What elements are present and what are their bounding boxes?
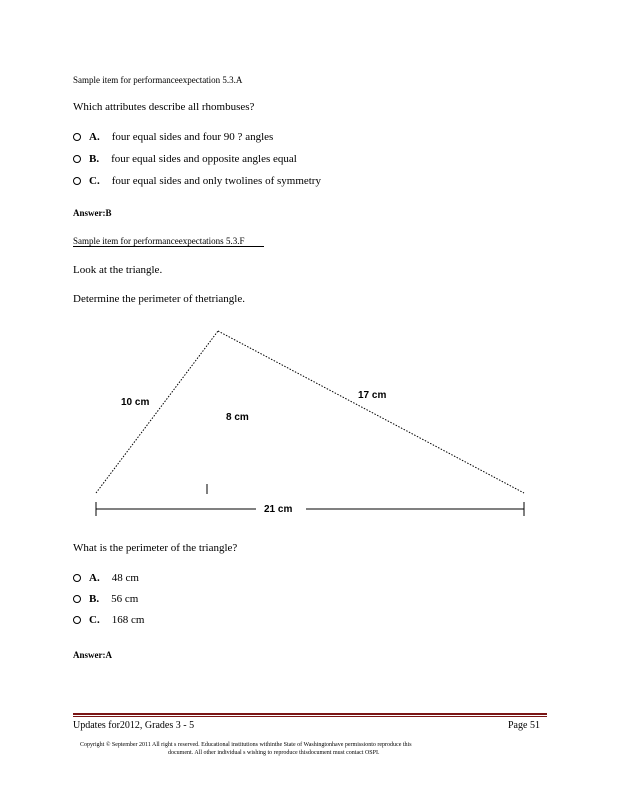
left-side-label: 10 cm <box>121 397 150 408</box>
base-dimension <box>96 502 524 516</box>
item2-option-a[interactable] <box>73 572 139 584</box>
footer-left: Updates for2012, Grades 3 - 5 <box>73 720 195 731</box>
left-side-line <box>96 331 218 493</box>
footer-rule-thick <box>73 713 547 715</box>
copyright-line-1: Copyright © September 2011 All right s reserved. Educational institutions withinthe State of Washingtonhave permissionto reproduce this <box>80 742 412 748</box>
radio-circle-icon[interactable] <box>73 574 81 582</box>
item2-option-b[interactable] <box>73 593 138 605</box>
option-text: four equal sides and opposite angles equal <box>111 153 297 165</box>
footer-page-number: Page 51 <box>508 720 540 731</box>
item2-answer: Answer:A <box>73 650 112 660</box>
item2-prompt-determine: Determine the perimeter of thetriangle. <box>73 293 245 305</box>
footer-rule-thin <box>73 716 547 717</box>
option-text: 168 cm <box>111 614 145 626</box>
height-label: 8 cm <box>226 412 249 423</box>
item1-answer: Answer:B <box>73 208 112 218</box>
radio-circle-icon[interactable] <box>73 595 81 603</box>
option-text: 48 cm <box>111 572 139 584</box>
option-text: four equal sides and four 90 ? angles <box>111 131 274 143</box>
right-side-label: 17 cm <box>358 390 387 401</box>
option-text: 56 cm <box>111 593 139 605</box>
item1-question: Which attributes describe all rhombuses? <box>73 101 255 113</box>
item2-option-c[interactable] <box>73 614 144 626</box>
radio-circle-icon[interactable] <box>73 616 81 624</box>
option-letter: B. <box>89 593 100 605</box>
copyright-line-2: document. All other individual s wishing to reproduce thisdocument must contact OSPI. <box>168 750 380 756</box>
item2-prompt-look: Look at the triangle. <box>73 264 163 276</box>
option-letter: B. <box>89 153 100 165</box>
option-text: four equal sides and only twolines of symmetry <box>111 175 321 187</box>
item2-question: What is the perimeter of the triangle? <box>73 542 238 554</box>
item2-header: Sample item for performanceexpectations 5.3.F <box>73 236 264 247</box>
option-letter: A. <box>89 131 100 143</box>
base-label: 21 cm <box>264 504 293 515</box>
option-letter: A. <box>89 572 100 584</box>
option-letter: C. <box>89 614 100 626</box>
item1-header: Sample item for performanceexpectation 5.3.A <box>73 75 243 85</box>
right-side-line <box>218 331 524 493</box>
triangle-outline <box>96 331 524 493</box>
option-letter: C. <box>89 175 100 187</box>
